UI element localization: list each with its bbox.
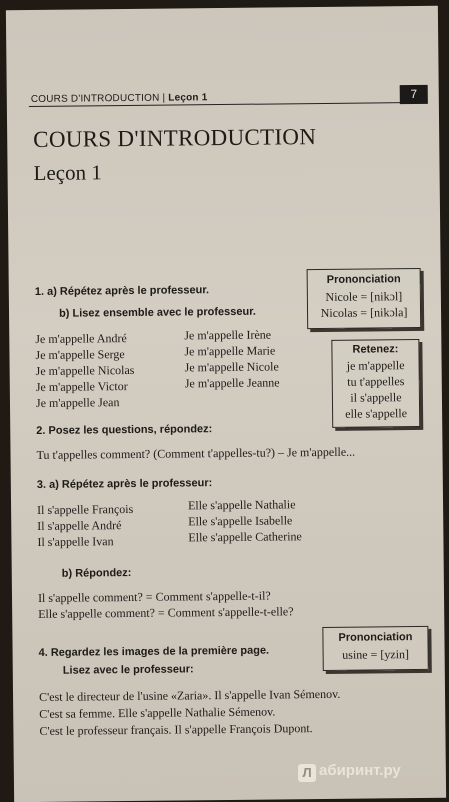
ex3-b-line: Elle s'appelle comment? = Comment s'appelle-t-elle? [38,604,294,621]
retenez-line: je m'appelle [346,358,405,373]
page-number: 7 [400,85,428,104]
ex3-col2-line: Elle s'appelle Catherine [188,529,302,545]
ex1-heading-a: 1. a) Répétez après le professeur. [34,284,210,298]
ex1-col2-line: Je m'appelle Jeanne [184,375,280,391]
retenez-line: elle s'appelle [345,406,408,421]
running-header [31,92,208,105]
pronunciation-box-title: Prononciation [326,273,401,286]
watermark-text: абиринт.ру [319,762,401,779]
pronunciation-line: Nicolas = [nikɔla] [320,305,408,321]
ex3-col1-line: Il s'appelle François [37,501,134,517]
ex1-col2-line: Je m'appelle Marie [184,343,276,359]
pronunciation-line: Nicole = [nikɔl] [325,289,403,304]
book-page [6,6,446,802]
pronunciation-line: usine = [yzin] [342,647,410,662]
ex1-col1-line: Je m'appelle Nicolas [35,362,135,378]
ex3-heading-b: b) Répondez: [61,566,132,580]
ex1-col2-line: Je m'appelle Nicole [184,359,279,375]
ex4-line: C'est sa femme. Elle s'appelle Nathalie Sémenov. [39,704,276,721]
pronunciation-box-title: Prononciation [338,631,413,644]
ex1-col2-line: Je m'appelle Irène [184,327,272,343]
pronunciation-box [307,268,422,329]
ex4-heading-1: 4. Regardez les images de la première page. [38,644,270,659]
retenez-line: il s'appelle [350,390,402,405]
labirint-logo-icon: Л [298,764,316,782]
ex2-line: Tu t'appelles comment? (Comment t'appelles-tu?) – Je m'appelle... [36,444,356,462]
ex1-col1-line: Je m'appelle Serge [35,347,125,362]
ex1-col1-line: Je m'appelle Jean [35,395,120,410]
ex3-col2-line: Elle s'appelle Isabelle [188,513,293,529]
ex1-col1-line: Je m'appelle André [35,331,127,346]
header-separator: | [162,92,166,104]
watermark [298,762,401,782]
ex3-col2-line: Elle s'appelle Nathalie [187,497,296,513]
retenez-box [331,339,420,428]
ex1-col1-line: Je m'appelle Victor [35,379,128,394]
retenez-line: tu t'appelles [347,374,405,389]
page-title: COURS D'INTRODUCTION [33,124,317,153]
header-lesson: Leçon 1 [168,92,208,104]
ex4-line: C'est le professeur français. Il s'appelle François Dupont. [39,721,313,738]
ex4-heading-2: Lisez avec le professeur: [62,663,194,677]
ex3-col1-line: Il s'appelle André [37,518,122,533]
ex3-heading-a: 3. a) Répétez après le professeur: [36,477,213,491]
ex1-heading-b: b) Lisez ensemble avec le professeur. [58,305,256,320]
retenez-box-title: Retenez: [352,343,399,356]
header-course: COURS D'INTRODUCTION [30,92,160,106]
ex2-heading: 2. Posez les questions, répondez: [36,423,213,437]
page-subtitle: Leçon 1 [33,160,102,186]
ex4-line: C'est le directeur de l'usine «Zaria». Il s'appelle Ivan Sémenov. [38,686,341,704]
ex3-b-line: Il s'appelle comment? = Comment s'appelle-t-il? [37,588,271,605]
pronunciation-box [322,626,428,671]
ex3-col1-line: Il s'appelle Ivan [37,534,114,549]
